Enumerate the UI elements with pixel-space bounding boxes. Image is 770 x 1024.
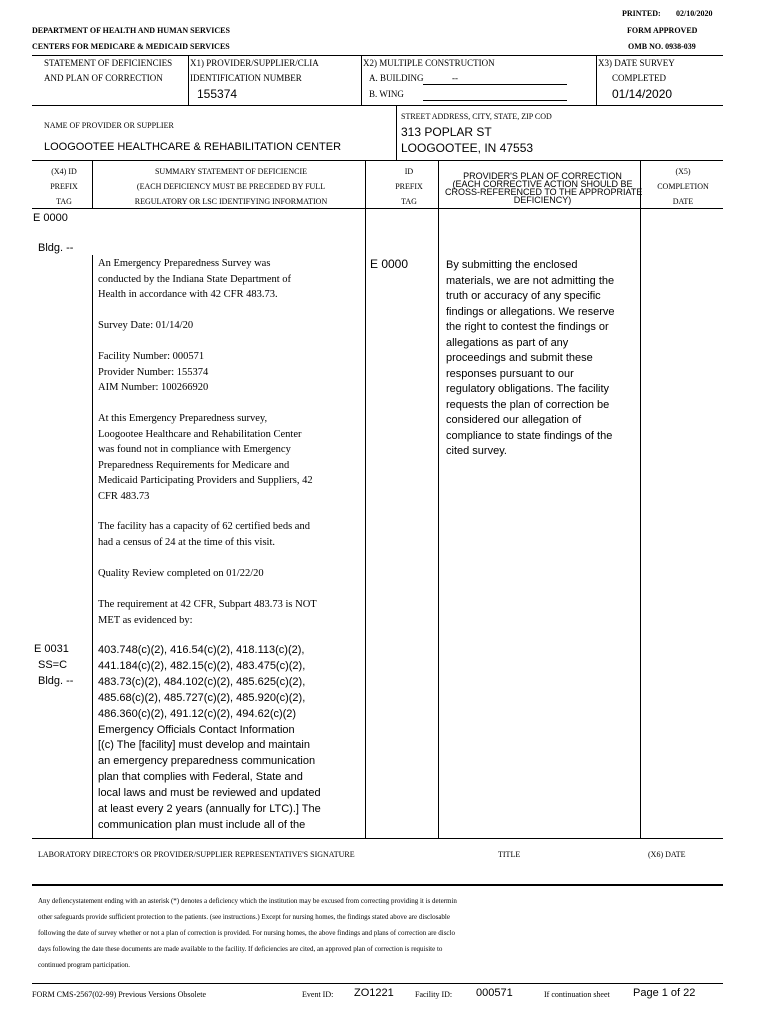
plan-of-correction-line: requests the plan of correction be <box>446 398 610 411</box>
top-box-divider <box>188 55 189 105</box>
deficiency-line: Health in accordance with 42 CFR 483.73. <box>98 289 278 300</box>
regulation-line: local laws and must be reviewed and updated <box>98 787 321 800</box>
column-divider <box>640 160 641 838</box>
plan-of-correction-line: proceedings and submit these <box>446 352 593 364</box>
building-underline <box>423 84 567 85</box>
column-divider <box>92 160 93 208</box>
regulation-line: at least every 2 years (annually for LTC).] The <box>98 803 321 816</box>
top-box-divider <box>596 55 597 105</box>
printed-date: 02/10/2020 <box>676 9 713 18</box>
deficiency-line: The requirement at 42 CFR, Subpart 483.73 is NOT <box>98 599 317 610</box>
plan-of-correction-line: materials, we are not admitting the <box>446 274 615 287</box>
provider-name: LOOGOOTEE HEALTHCARE & REHABILITATION CENTER <box>44 141 342 153</box>
address-street: 313 POPLAR ST <box>401 125 492 139</box>
top-box-top-rule <box>32 55 723 56</box>
poc-header-4: DEFICIENCY) <box>513 195 572 205</box>
regulation-line: Emergency Officials Contact Information <box>98 723 295 736</box>
signature-top-rule <box>32 838 723 839</box>
survey-date: 01/14/2020 <box>612 87 673 101</box>
id-tag-e0000: E 0000 <box>370 257 409 271</box>
regulation-line: 403.748(c)(2), 416.54(c)(2), 418.113(c)(2), <box>98 644 305 656</box>
form-number: FORM CMS-2567(02-99) Previous Versions Obsolete <box>32 990 207 999</box>
signature-bottom-rule <box>32 884 723 886</box>
top-box-divider <box>361 55 362 105</box>
summary-header-3: REGULATORY OR LSC IDENTIFYING INFORMATION <box>134 197 328 206</box>
statement-label: STATEMENT OF DEFICIENCIES <box>44 58 173 68</box>
disclaimer-text <box>38 893 457 973</box>
completed-label: COMPLETED <box>612 73 666 83</box>
deficiency-line: Preparedness Requirements for Medicare and <box>98 459 290 471</box>
deficiency-line: AIM Number: 100266920 <box>98 382 209 393</box>
plan-of-correction-text <box>446 258 615 460</box>
agency-name: DEPARTMENT OF HEALTH AND HUMAN SERVICES <box>32 26 230 35</box>
x4-header: (X4) ID <box>51 167 77 176</box>
scope-severity: SS=C <box>38 659 68 671</box>
disclaimer-line: Any defiencystatement ending with an asterisk (*) denotes a deficiency which the institution may be excused from correcting providing it is determin <box>38 897 457 905</box>
date-survey-label: X3) DATE SURVEY <box>598 58 675 68</box>
regulation-line: [(c) The [facility] must develop and maintain <box>98 739 310 752</box>
plan-of-correction-line: truth or accuracy of any specific <box>446 290 601 302</box>
omb-number: OMB NO. 0938-039 <box>628 42 696 51</box>
poc-header-3: CROSS-REFERENCED TO THE APPROPRIATE <box>445 187 643 197</box>
x4-header-3: TAG <box>56 197 72 206</box>
building-value: -- <box>452 73 458 83</box>
deficiency-line: Medicaid Participating Providers and Suppliers, 42 <box>98 475 313 486</box>
date-label: (X6) DATE <box>648 850 686 859</box>
plan-of-correction-line: responses pursuant to our <box>446 367 574 380</box>
plan-of-correction-line: allegations as part of any <box>446 336 569 349</box>
summary-header-2: (EACH DEFICIENCY MUST BE PRECEDED BY FULL <box>136 182 326 191</box>
plan-of-correction-line: regulatory obligations. The facility <box>446 383 610 395</box>
column-divider <box>365 160 366 838</box>
wing-underline <box>423 100 567 101</box>
summary-header: SUMMARY STATEMENT OF DEFICIENCIE <box>154 167 308 176</box>
facility-id: 000571 <box>476 987 513 999</box>
poc-header-2: (EACH CORRECTIVE ACTION SHOULD BE <box>452 179 633 189</box>
address-label: STREET ADDRESS, CITY, STATE, ZIP COD <box>401 112 552 121</box>
deficiency-line: Quality Review completed on 01/22/20 <box>98 568 264 579</box>
plan-of-correction-line: By submitting the enclosed <box>446 259 578 271</box>
multiple-construction-label: X2) MULTIPLE CONSTRUCTION <box>363 58 495 68</box>
deficiency-line: Provider Number: 155374 <box>98 366 209 378</box>
regulation-line: 485.68(c)(2), 485.727(c)(2), 485.920(c)(2), <box>98 691 306 704</box>
event-id: ZO1221 <box>354 987 394 999</box>
id-header-3: TAG <box>401 197 417 206</box>
address-city: LOOGOOTEE, IN 47553 <box>401 141 534 155</box>
provider-number: 155374 <box>197 87 238 101</box>
statement-label-2: AND PLAN OF CORRECTION <box>44 73 163 83</box>
printed-label: PRINTED: <box>622 9 661 18</box>
wing-label: B. WING <box>369 89 404 99</box>
plan-of-correction-line: the right to contest the findings or <box>446 321 609 333</box>
deficiency-line: An Emergency Preparedness Survey was <box>98 258 271 269</box>
regulation-line: an emergency preparedness communication <box>98 755 316 768</box>
x5-header: (X5) <box>675 167 691 176</box>
deficiency-line: Facility Number: 000571 <box>98 351 205 362</box>
footer-rule <box>32 983 723 984</box>
event-id-label: Event ID: <box>302 990 334 999</box>
deficiency-line: Survey Date: 01/14/20 <box>98 320 194 331</box>
plan-of-correction-line: considered our allegation of <box>446 414 582 426</box>
deficiency-line: CFR 483.73 <box>98 490 150 502</box>
header-row-bottom-rule <box>32 208 723 209</box>
plan-of-correction-line: findings or allegations. We reserve <box>446 305 615 318</box>
disclaimer-line: days following the date these documents are made available to the facility. If deficiencies are cited, an approved plan of correction is requisite to <box>38 945 443 953</box>
x5-header-2: COMPLETION <box>657 182 709 191</box>
bldg-label-2: Bldg. -- <box>38 675 74 687</box>
continuation-label: If continuation sheet <box>544 990 610 999</box>
clia-label-2: IDENTIFICATION NUMBER <box>190 73 302 83</box>
disclaimer-line: continued program participation. <box>38 961 130 969</box>
deficiency-line: The facility has a capacity of 62 certified beds and <box>98 521 310 532</box>
tag-e0031: E 0031 <box>34 643 69 655</box>
deficiency-line: was found not in compliance with Emergency <box>98 444 291 455</box>
plan-of-correction-line: compliance to state findings of the <box>446 429 613 442</box>
provider-name-label: NAME OF PROVIDER OR SUPPLIER <box>44 121 174 130</box>
centers-name: CENTERS FOR MEDICARE & MEDICAID SERVICES <box>32 42 230 51</box>
provider-box-divider <box>396 105 397 160</box>
clia-label: X1) PROVIDER/SUPPLIER/CLIA <box>190 58 319 68</box>
building-label: A. BUILDING <box>369 73 424 83</box>
x5-header-3: DATE <box>672 197 694 206</box>
regulation-line: 483.73(c)(2), 484.102(c)(2), 485.625(c)(2), <box>98 675 306 688</box>
deficiency-line: At this Emergency Preparedness survey, <box>98 413 268 424</box>
column-divider <box>92 255 93 838</box>
top-box-bottom-rule <box>32 105 723 106</box>
e0031-regulation-text <box>98 643 321 834</box>
title-label: TITLE <box>498 850 521 859</box>
signature-label: LABORATORY DIRECTOR'S OR PROVIDER/SUPPLIER REPRESENTATIVE'S SIGNATURE <box>38 850 355 859</box>
regulation-line: 486.360(c)(2), 491.12(c)(2), 494.62(c)(2) <box>98 707 297 720</box>
poc-header: PROVIDER'S PLAN OF CORRECTION <box>463 171 622 181</box>
x4-header-2: PREFIX <box>50 182 78 191</box>
id-header: ID <box>404 167 414 176</box>
regulation-line: 441.184(c)(2), 482.15(c)(2), 483.475(c)(2), <box>98 659 306 672</box>
disclaimer-line: other safeguards provide sufficient protection to the patients. (see instructions.) Except for nursing homes, the findings stated above are disclosable <box>38 913 450 921</box>
regulation-line: communication plan must include all of the <box>98 818 306 831</box>
column-divider <box>438 160 439 838</box>
deficiency-line: MET as evidenced by: <box>98 614 193 626</box>
deficiency-line: had a census of 24 at the time of this visit. <box>98 536 276 548</box>
deficiency-line: conducted by the Indiana State Department of <box>98 273 292 285</box>
provider-box-bottom-rule <box>32 160 723 161</box>
id-header-2: PREFIX <box>395 182 423 191</box>
bldg-label: Bldg. -- <box>38 242 74 254</box>
tag-e0000: E 0000 <box>33 212 68 224</box>
facility-id-label: Facility ID: <box>415 990 453 999</box>
disclaimer-line: following the date of survey whether or not a plan of correction is provided. For nursing homes, the above findings and plans of correction are disclo <box>38 929 455 937</box>
plan-of-correction-line: cited survey. <box>446 445 507 457</box>
form-approved: FORM APPROVED <box>627 26 698 35</box>
deficiency-line: Loogootee Healthcare and Rehabilitation Center <box>98 428 302 440</box>
page-number: Page 1 of 22 <box>633 987 696 999</box>
regulation-line: plan that complies with Federal, State and <box>98 771 303 784</box>
